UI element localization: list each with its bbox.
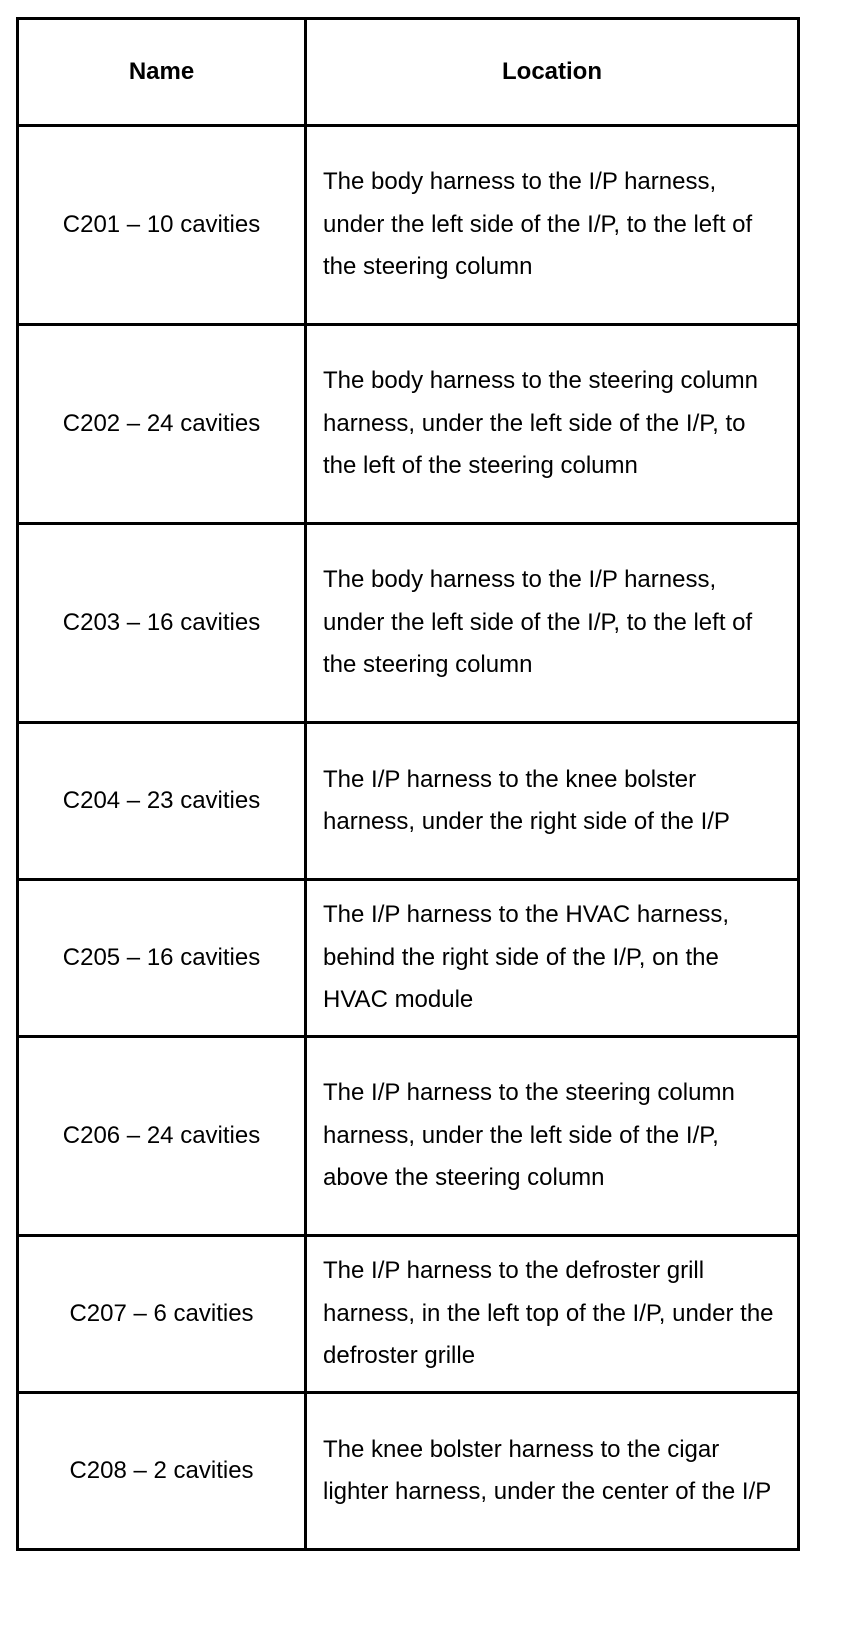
connector-location-cell: The I/P harness to the HVAC harness, behind the right side of the I/P, on the HVAC module: [306, 880, 799, 1037]
connector-name-cell: C203 – 16 cavities: [18, 524, 306, 723]
connector-location-cell: The body harness to the I/P harness, under the left side of the I/P, to the left of the steering column: [306, 126, 799, 325]
connector-name-cell: C202 – 24 cavities: [18, 325, 306, 524]
table-row: [18, 524, 799, 723]
table-header-row: [18, 19, 799, 126]
connector-location-table: [16, 17, 800, 1551]
connector-location-cell: The knee bolster harness to the cigar lighter harness, under the center of the I/P: [306, 1393, 799, 1550]
connector-name-cell: C205 – 16 cavities: [18, 880, 306, 1037]
column-header-location: Location: [306, 19, 799, 126]
connector-name-cell: C208 – 2 cavities: [18, 1393, 306, 1550]
table-row: [18, 880, 799, 1037]
connector-location-cell: The body harness to the steering column harness, under the left side of the I/P, to the left of the steering column: [306, 325, 799, 524]
column-header-name: Name: [18, 19, 306, 126]
table-row: [18, 126, 799, 325]
connector-name-cell: C201 – 10 cavities: [18, 126, 306, 325]
table-row: [18, 1236, 799, 1393]
table-row: [18, 325, 799, 524]
connector-name-cell: C206 – 24 cavities: [18, 1037, 306, 1236]
connector-location-cell: The I/P harness to the knee bolster harness, under the right side of the I/P: [306, 723, 799, 880]
connector-location-cell: The I/P harness to the defroster grill harness, in the left top of the I/P, under the defroster grille: [306, 1236, 799, 1393]
connector-location-cell: The body harness to the I/P harness, under the left side of the I/P, to the left of the steering column: [306, 524, 799, 723]
connector-name-cell: C204 – 23 cavities: [18, 723, 306, 880]
table-row: [18, 1037, 799, 1236]
connector-name-cell: C207 – 6 cavities: [18, 1236, 306, 1393]
table-row: [18, 1393, 799, 1550]
table-row: [18, 723, 799, 880]
connector-location-cell: The I/P harness to the steering column harness, under the left side of the I/P, above the steering column: [306, 1037, 799, 1236]
